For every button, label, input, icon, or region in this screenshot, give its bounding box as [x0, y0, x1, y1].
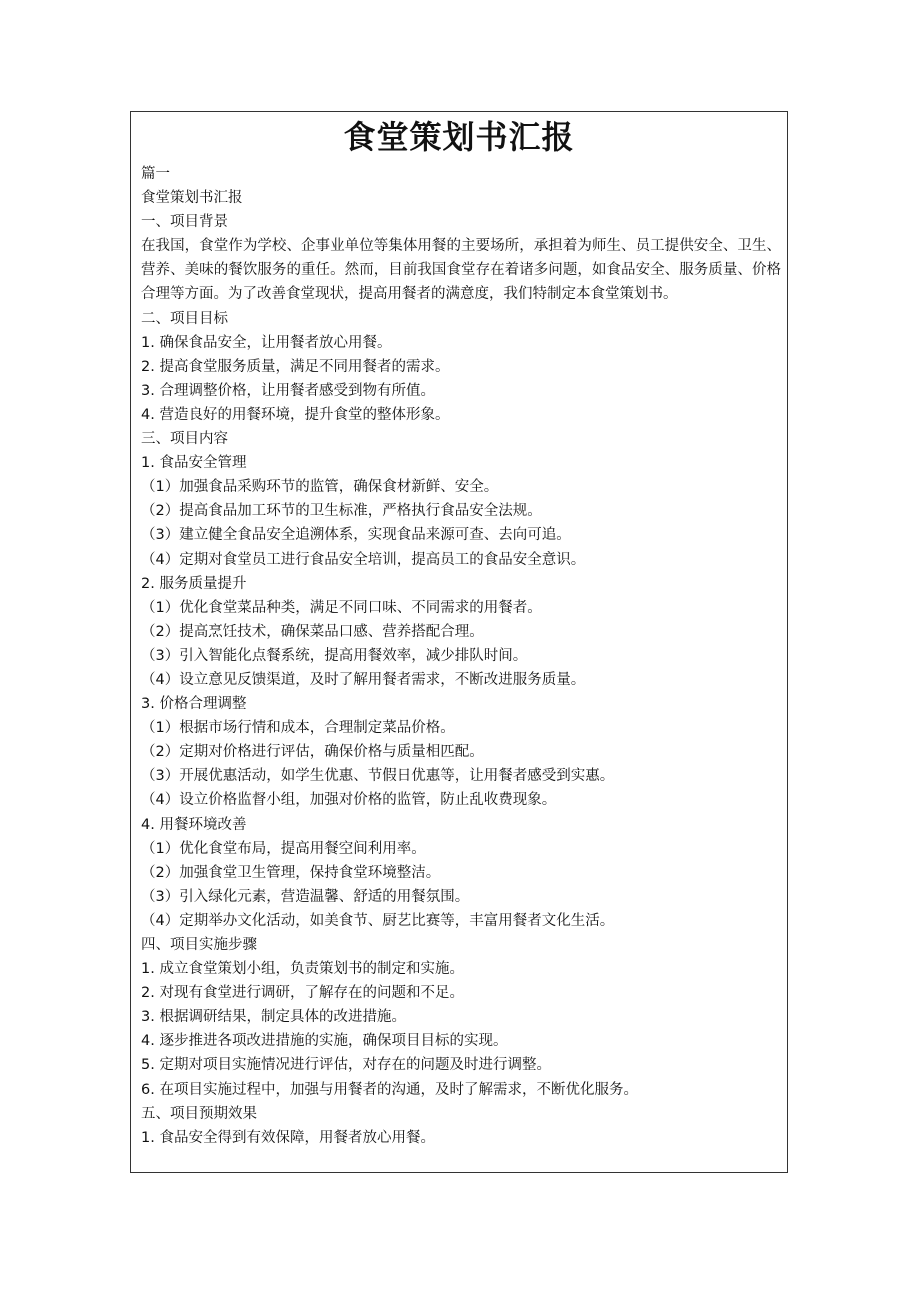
text-line: 1. 确保食品安全，让用餐者放心用餐。 — [141, 334, 392, 351]
document-title: 食堂策划书汇报 — [343, 118, 575, 156]
text-line: 4. 逐步推进各项改进措施的实施，确保项目目标的实现。 — [141, 1033, 508, 1050]
text-line: （2）提高食品加工环节的卫生标准，严格执行食品安全法规。 — [141, 503, 542, 520]
text-line: 2. 服务质量提升 — [141, 575, 247, 592]
text-line: 三、项目内容 — [141, 431, 228, 448]
text-line: （2）提高烹饪技术，确保菜品口感、营养搭配合理。 — [141, 623, 484, 640]
text-line: （4）设立价格监督小组，加强对价格的监管，防止乱收费现象。 — [141, 792, 557, 809]
text-line: 2. 对现有食堂进行调研，了解存在的问题和不足。 — [141, 985, 464, 1002]
text-line: 一、项目背景 — [141, 214, 228, 231]
text-line: 1. 食品安全管理 — [141, 455, 247, 472]
paragraph: 在我国，食堂作为学校、企事业单位等集体用餐的主要场所，承担着为师生、员工提供安全、卫生、营养、美味的餐饮服务的重任。然而，目前我国食堂存在着诸多问题，如食品安全、服务质量、价格合理等方面。为了改善食堂现状，提高用餐者的满意度，我们特制定本食堂策划书。 — [141, 238, 781, 303]
text-line: 1. 成立食堂策划小组，负责策划书的制定和实施。 — [141, 961, 464, 978]
text-line: 3. 价格合理调整 — [141, 696, 247, 713]
text-line: 6. 在项目实施过程中，加强与用餐者的沟通，及时了解需求，不断优化服务。 — [141, 1081, 638, 1098]
text-line: 4. 营造良好的用餐环境，提升食堂的整体形象。 — [141, 406, 450, 423]
text-line: （1）优化食堂布局，提高用餐空间利用率。 — [141, 840, 426, 857]
text-line: 2. 提高食堂服务质量，满足不同用餐者的需求。 — [141, 358, 450, 375]
text-line: （4）定期举办文化活动，如美食节、厨艺比赛等，丰富用餐者文化生活。 — [141, 912, 615, 929]
text-line: 四、项目实施步骤 — [141, 937, 257, 953]
text-line: （3）开展优惠活动，如学生优惠、节假日优惠等，让用餐者感受到实惠。 — [141, 768, 615, 785]
text-line: （4）设立意见反馈渠道，及时了解用餐者需求，不断改进服务质量。 — [141, 671, 586, 688]
text-line: （1）根据市场行情和成本，合理制定菜品价格。 — [141, 720, 455, 737]
text-line: 5. 定期对项目实施情况进行评估，对存在的问题及时进行调整。 — [141, 1057, 551, 1074]
text-line: （4）定期对食堂员工进行食品安全培训，提高员工的食品安全意识。 — [141, 551, 586, 568]
text-line: （3）建立健全食品安全追溯体系，实现食品来源可查、去向可追。 — [141, 527, 571, 544]
text-line: 五、项目预期效果 — [141, 1105, 257, 1122]
text-line: （3）引入绿化元素，营造温馨、舒适的用餐氛围。 — [141, 888, 470, 905]
text-line: 4. 用餐环境改善 — [141, 816, 247, 833]
document-frame — [130, 111, 788, 1173]
text-line: 二、项目目标 — [141, 310, 228, 327]
text-line: 3. 根据调研结果，制定具体的改进措施。 — [141, 1009, 406, 1026]
text-line: 1. 食品安全得到有效保障，用餐者放心用餐。 — [141, 1129, 435, 1146]
text-line: （2）定期对价格进行评估，确保价格与质量相匹配。 — [141, 744, 484, 761]
document-body — [131, 162, 787, 1150]
text-line: （3）引入智能化点餐系统，提高用餐效率，减少排队时间。 — [141, 647, 528, 664]
text-line: 食堂策划书汇报 — [141, 190, 243, 207]
text-line: （1）加强食品采购环节的监管，确保食材新鲜、安全。 — [141, 479, 499, 496]
text-line: 3. 合理调整价格，让用餐者感受到物有所值。 — [141, 382, 435, 399]
text-line: 篇一 — [141, 166, 170, 182]
text-line: （1）优化食堂菜品种类，满足不同口味、不同需求的用餐者。 — [141, 599, 542, 616]
text-line: （2）加强食堂卫生管理，保持食堂环境整洁。 — [141, 864, 441, 881]
